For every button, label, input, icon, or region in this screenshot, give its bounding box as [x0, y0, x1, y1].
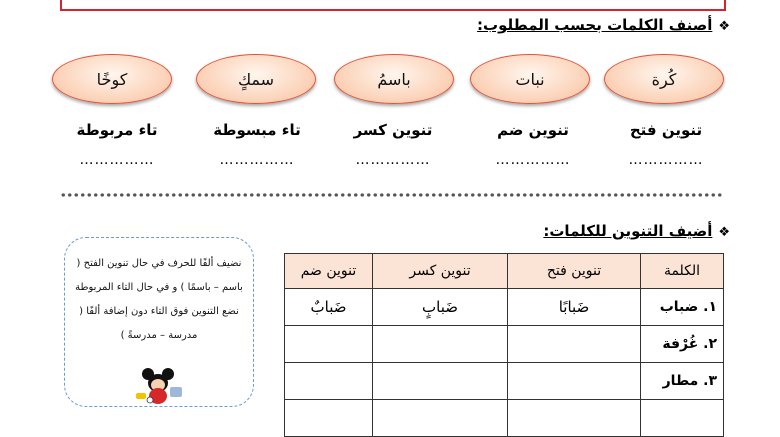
row-kasr: ضَبابٍ: [373, 289, 508, 326]
category-label-1: تنوين فتح: [629, 121, 703, 139]
row-damm[interactable]: [285, 363, 373, 400]
table-header-row: [285, 254, 724, 289]
row-kasr[interactable]: [373, 400, 508, 437]
row-word: ٣. مطار: [641, 363, 724, 400]
diamond-bullet-icon: ❖: [718, 19, 730, 34]
row-fath[interactable]: [508, 400, 641, 437]
header-word: الكلمة: [641, 254, 724, 289]
answer-blank-2[interactable]: ……………: [495, 152, 571, 168]
category-label-4: تاء مبسوطة: [213, 121, 301, 139]
table-row: [285, 400, 724, 437]
word-bubble-5: كوخًا: [52, 54, 172, 104]
row-kasr[interactable]: [373, 326, 508, 363]
header-fath: تنوين فتح: [508, 254, 641, 289]
row-fath[interactable]: [508, 326, 641, 363]
table-row: [285, 289, 724, 326]
top-frame: [60, 0, 726, 11]
row-damm: ضَبابٌ: [285, 289, 373, 326]
star-divider: [60, 189, 722, 201]
row-kasr[interactable]: [373, 363, 508, 400]
section1-title: [477, 16, 730, 34]
category-label-2: تنوين ضم: [497, 121, 569, 139]
rule-note-text: نضيف ألفًا للحرف في حال تنوين الفتح ( باسم – باسمًا ) و في حال التاء المربوطة نضع التنوين فوق التاء دون إضافة ألفًا ( مدرسة – مدرسةً ): [75, 258, 243, 341]
word-bubble-2: نبات: [470, 54, 590, 104]
category-label-3: تنوين كسر: [353, 121, 433, 139]
row-word: [641, 400, 724, 437]
row-damm[interactable]: [285, 400, 373, 437]
category-label-5: تاء مربوطة: [76, 121, 158, 139]
word-bubble-3: باسمُ: [334, 54, 454, 104]
row-damm[interactable]: [285, 326, 373, 363]
answer-blank-3[interactable]: ……………: [355, 152, 431, 168]
section2-title: [543, 222, 730, 240]
table-row: [285, 363, 724, 400]
answer-blank-4[interactable]: ……………: [219, 152, 295, 168]
row-fath[interactable]: [508, 363, 641, 400]
tanween-table: [284, 253, 724, 437]
row-word: ١. ضباب: [641, 289, 724, 326]
answer-blank-1[interactable]: ……………: [628, 152, 704, 168]
diamond-bullet-icon: ❖: [718, 225, 730, 240]
answer-blank-5[interactable]: ……………: [79, 152, 155, 168]
word-bubble-4: سمكٍ: [196, 54, 316, 104]
mickey-mouse-icon: [128, 366, 188, 405]
section2-title-text: أضيف التنوين للكلمات:: [543, 222, 713, 240]
row-fath: ضَبابًا: [508, 289, 641, 326]
header-kasr: تنوين كسر: [373, 254, 508, 289]
row-word: ٢. غُرْفة: [641, 326, 724, 363]
header-damm: تنوين ضم: [285, 254, 373, 289]
table-row: [285, 326, 724, 363]
section1-title-text: أصنف الكلمات بحسب المطلوب:: [477, 16, 713, 34]
word-bubble-1: كُرة: [604, 54, 724, 104]
